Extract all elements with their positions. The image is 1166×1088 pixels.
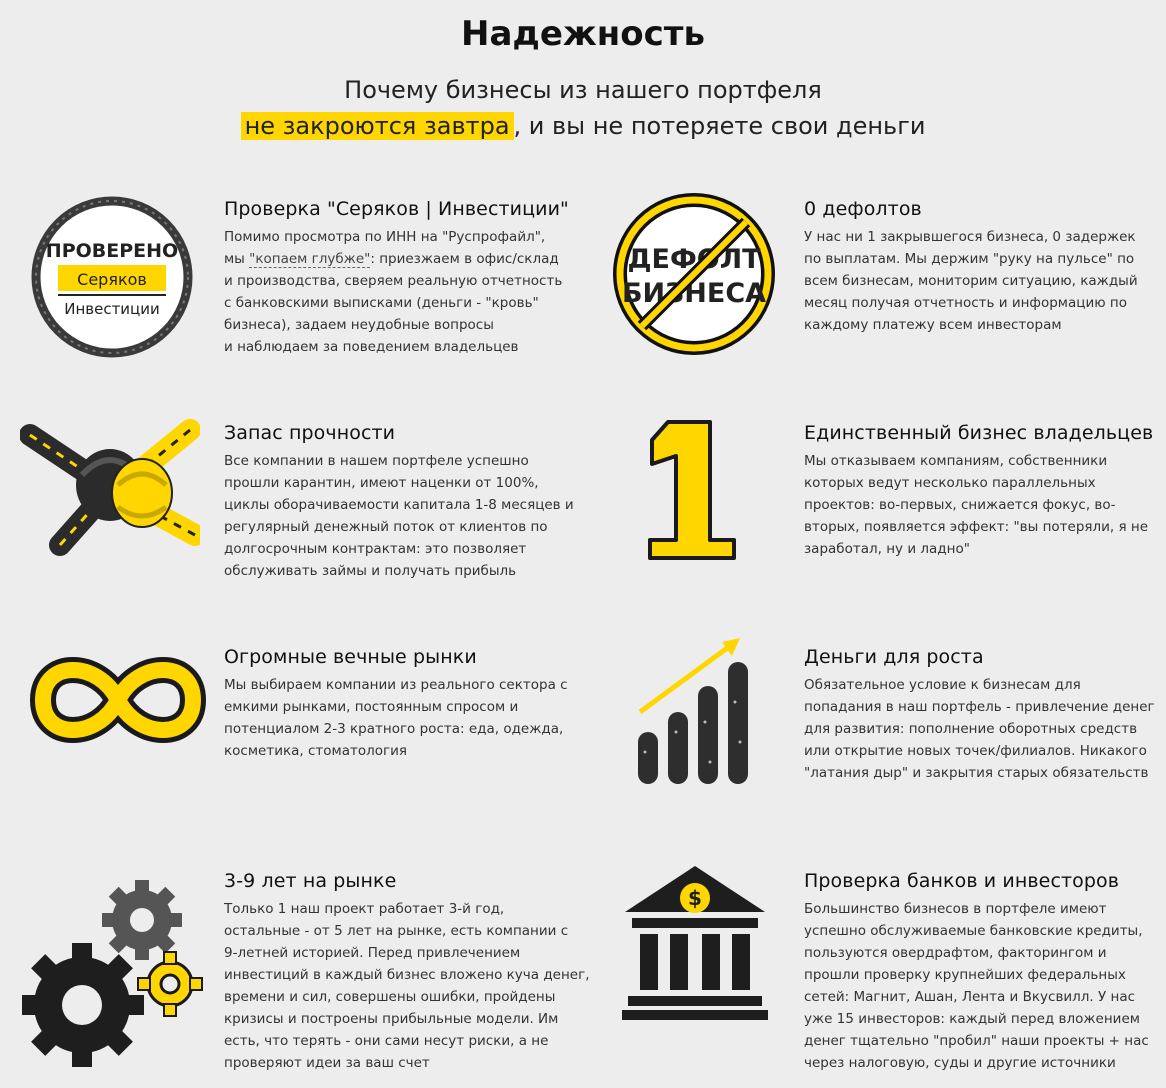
card-title: 0 дефолтов — [804, 198, 922, 220]
verified-stamp-icon — [30, 195, 194, 359]
stamp-text-name: Серяков — [77, 270, 147, 289]
card-title: Единственный бизнес владельцев — [804, 422, 1154, 444]
card-zero-defaults — [804, 198, 1164, 336]
card-safety-margin — [224, 422, 614, 582]
card-bank-check — [804, 870, 1164, 1074]
card-title: Проверка банков и инвесторов — [804, 870, 1120, 892]
card-text-part: Помимо просмотра по ИНН на "Руспрофайл", мы — [224, 229, 546, 267]
stamp-text-verified: ПРОВЕРЕНО — [45, 240, 179, 262]
card-text-part: : приезжаем в офис/склад и производства, сверяем реальную отчетность с банковскими выписками (деньги - "кровь" бизнеса), задаем неудобные вопросы и наблюдаем за поведением владельцев — [224, 251, 563, 355]
infinity-icon — [28, 650, 208, 750]
stamp-text-investments: Инвестиции — [64, 300, 160, 318]
card-single-business — [804, 422, 1164, 560]
card-growth-money — [804, 646, 1164, 784]
subtitle-rest: , и вы не потеряете свои деньги — [513, 112, 926, 140]
card-text: Только 1 наш проект работает 3-й год, остальные - от 5 лет на рынке, есть компании с 9-летней историей. Перед привлечением инвестиций в каждый бизнес вложено куча денег, времени и сил, совершены ошибки, пройдены кризисы и построены прибыльные модели. Им есть, что терять - они сами несут риски, а не проверяют идеи за ваш счет — [224, 901, 590, 1071]
knot-icon — [20, 415, 200, 560]
page-title: Надежность — [461, 14, 705, 54]
card-title: Запас прочности — [224, 422, 396, 444]
dollar-sign: $ — [688, 886, 702, 910]
gears-icon — [22, 880, 207, 1075]
subtitle-highlight: не закроются завтра — [241, 112, 514, 140]
default-text-2: БИЗНЕСА — [621, 278, 767, 309]
card-title: Огромные вечные рынки — [224, 646, 477, 668]
card-text: Большинство бизнесов в портфеле имеют успешно обслуживаемые банковские кредиты, пользуются овердрафтом, факторингом и прошли проверку крупнейших федеральных сетей: Магнит, Ашан, Лента и Вкусвилл. У нас уже 15 инвесторов: каждый перед вложением денег тщательно "пробил" наши проекты + нас через налоговую, суды и другие источники — [804, 901, 1149, 1071]
card-text: Обязательное условие к бизнесам для попадания в наш портфель - привлечение денег для развития: пополнение оборотных средств или открытие новых точек/филиалов. Никакого "латания дыр" и закрытия старых обязательств — [804, 677, 1155, 781]
subtitle-line-2 — [0, 108, 1166, 144]
number-one-icon — [638, 412, 748, 562]
dig-deeper-link[interactable]: "копаем глубже" — [249, 251, 371, 267]
card-text: Все компании в нашем портфеле успешно прошли карантин, имеют наценки от 100%, циклы оборачиваемости капитала 1-8 месяцев и регулярный денежный поток от клиентов по долгосрочным контрактам: это позволяет обслуживать займы и получать прибыль — [224, 453, 574, 579]
subtitle-line-1: Почему бизнесы из нашего портфеля — [344, 76, 822, 104]
no-default-icon — [610, 190, 778, 358]
card-title: 3-9 лет на рынке — [224, 870, 397, 892]
card-text: Мы отказываем компаниям, собственники которых ведут несколько параллельных проектов: во-первых, снижается фокус, во- вторых, появляется эффект: "вы потеряли, я не заработал, ну и ладно" — [804, 453, 1149, 557]
card-text: Мы выбираем компании из реального сектора с емкими рынками, постоянным спросом и потенциалом 2-3 кратного роста: еда, одежда, косметика, стоматология — [224, 677, 568, 759]
card-title: Деньги для роста — [804, 646, 984, 668]
growth-chart-icon — [630, 632, 760, 787]
page-subtitle — [0, 72, 1166, 144]
card-text: У нас ни 1 закрывшегося бизнеса, 0 задержек по выплатам. Мы держим "руку на пульсе" по всем бизнесам, мониторим ситуацию, каждый месяц получая отчетность и информацию по каждому платежу всем инвесторам — [804, 229, 1138, 333]
card-title: Проверка "Серяков | Инвестиции" — [224, 198, 569, 220]
card-huge-markets — [224, 646, 614, 762]
card-years-on-market — [224, 870, 614, 1074]
card-verification — [224, 198, 614, 358]
card-text — [224, 226, 614, 358]
default-text-1: ДЕФОЛТ — [627, 244, 761, 275]
bank-icon — [620, 862, 770, 1022]
